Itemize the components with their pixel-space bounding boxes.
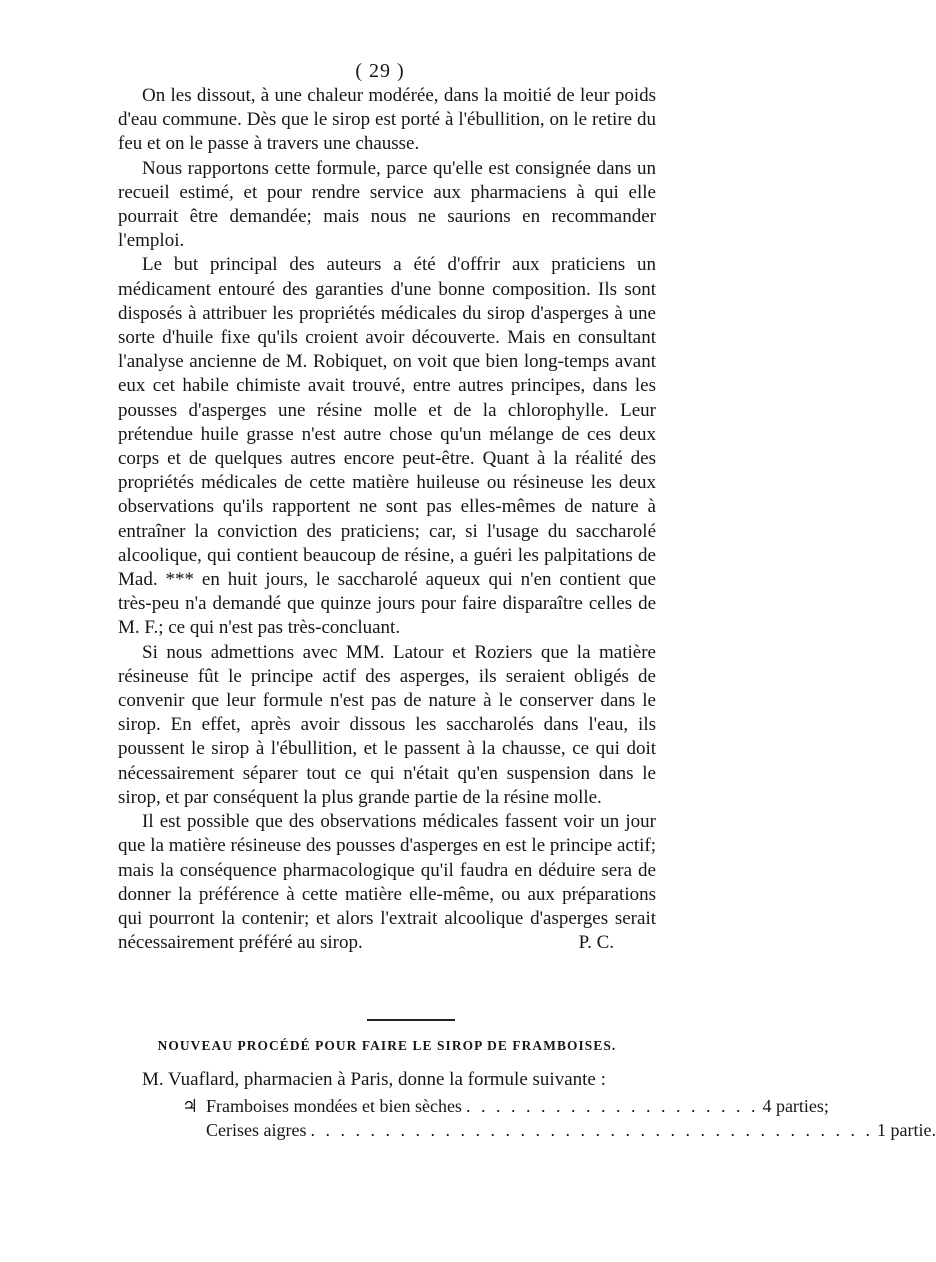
- paragraph-5-text: Il est possible que des observations médicales fassent voir un jour que la matière résineuse des pousses d'asperges en est le principe actif; mais la conséquence pharmacologique qu'il faudra en déduire sera de donner la préférence à cette matière elle-même, ou aux préparations qui pourront la contenir; et alors l'extrait alcoolique d'asperges serait nécessairement préféré au sirop.: [118, 811, 656, 954]
- recipe-quantity: 1 partie.: [876, 1120, 936, 1140]
- body-text: [118, 84, 656, 955]
- recipe-item: Framboises mondées et bien sèches: [206, 1096, 462, 1116]
- paragraph-2: Nous rapportons cette formule, parce qu'elle est consignée dans un recueil estimé, et pour rendre service aux pharmaciens à qui elle pourrait être demandée; mais nous ne saurions en recommander l'emploi.: [118, 157, 656, 252]
- section-intro: M. Vuaflard, pharmacien à Paris, donne la formule suivante :: [142, 1069, 606, 1090]
- paragraph-3: Le but principal des auteurs a été d'offrir aux praticiens un médicament entouré des garanties d'une bonne composition. Ils sont disposés à attribuer les propriétés médicales du sirop d'asperges à une sorte d'huile fixe qu'ils croient avoir découverte. Mais en consultant l'analyse ancienne de M. Robiquet, on voit que bien long-temps avant eux cet habile chimiste avait trouvé, entre autres principes, dans les pousses d'asperges une résine molle et de la chlorophylle. Leur prétendue huile grasse n'est autre chose qu'un mélange de ces deux corps et de quelques autres encore peut-être. Quant à la réalité des propriétés médicales de cette matière huileuse ou résineuse les deux observations qu'ils rapportent ne sont pas elles-mêmes de nature à entraîner la conviction des praticiens; car, si l'usage du saccharolé alcoolique, qui contient beaucoup de résine, a guéri les palpitations de Mad. *** en huit jours, le saccharolé aqueux qui n'en contient que très-peu n'a demandé que quinze jours pour faire disparaître celles de M. F.; ce qui n'est pas très-concluant.: [118, 254, 656, 639]
- section-heading: NOUVEAU PROCÉDÉ POUR FAIRE LE SIROP DE FRAMBOISES.: [157, 1038, 617, 1053]
- paragraph-1: On les dissout, à une chaleur modérée, dans la moitié de leur poids d'eau commune. Dès que le sirop est porté à l'ébullition, on le retire du feu et on le passe à travers une chausse.: [118, 85, 656, 155]
- dot-leader: . . . . . . . . . . . . . . . . . . . . . . . . . . . . . . . . . . . . . .: [310, 1120, 873, 1140]
- recipe-item: Cerises aigres: [206, 1120, 307, 1140]
- recipe-quantity: 4 parties;: [762, 1096, 829, 1116]
- signature: P. C.: [578, 932, 614, 954]
- recipe-line-1: [182, 1094, 829, 1118]
- section-divider: [367, 1019, 455, 1021]
- recipe-symbol: ♃: [182, 1096, 199, 1116]
- paragraph-4: Si nous admettions avec MM. Latour et Roziers que la matière résineuse fût le principe actif des asperges, ils seraient obligés de convenir que leur formule n'est pas de nature à le conserver dans le sirop. En effet, après avoir dissous les saccharolés dans l'eau, ils poussent le sirop à l'ébullition, et le passent à la chausse, ce qui doit nécessairement séparer tout ce qui n'était qu'en suspension dans le sirop, et par conséquent la plus grande partie de la résine molle.: [118, 641, 656, 808]
- dot-leader: . . . . . . . . . . . . . . . . . . . .: [465, 1096, 759, 1116]
- page-number: ( 29 ): [355, 60, 405, 82]
- paragraph-5: [118, 810, 656, 955]
- recipe-line-2: [206, 1118, 936, 1142]
